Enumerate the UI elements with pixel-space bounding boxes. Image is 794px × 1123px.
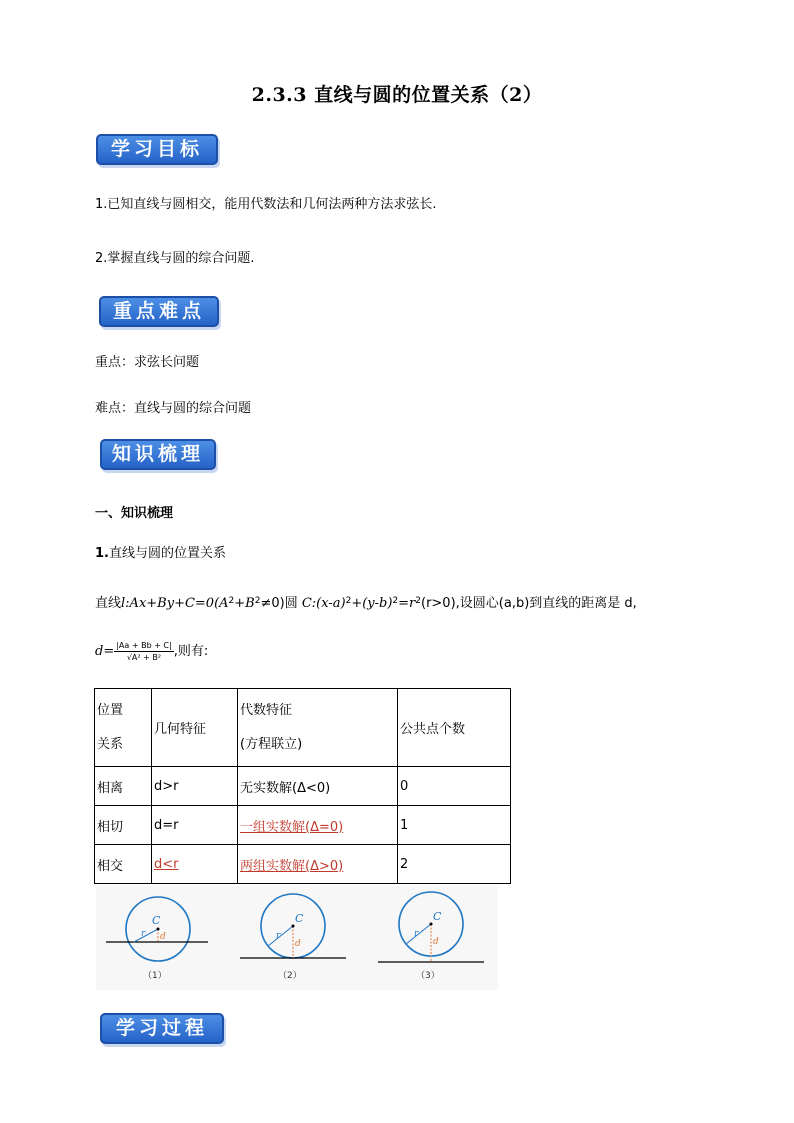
diagram-separate (378, 892, 484, 981)
cell-count: 2 (398, 845, 511, 884)
badge-learning-goals: 学习目标 (96, 134, 218, 165)
keypoint-key: 重点：求弦长问题 (95, 355, 200, 370)
superscript: 2 (345, 596, 352, 606)
circle-eq-a: C:(x-a) (301, 596, 346, 611)
sub-heading (95, 545, 226, 563)
relation-table (94, 688, 511, 884)
table-row (95, 806, 511, 845)
superscript: 2 (254, 596, 261, 606)
svg-text:r: r (141, 929, 146, 939)
line-prefix: 直线 (95, 596, 122, 611)
svg-text:C: C (152, 914, 161, 927)
cell-algebraic: 无实数解(Δ<0) (238, 767, 398, 806)
diagram-tangent (240, 894, 346, 981)
header-algebraic: 代数特征 (方程联立) (238, 689, 398, 767)
cell-geometric: d>r (152, 767, 238, 806)
superscript: 2 (392, 596, 399, 606)
line-equation: l:Ax+By+C=0(A (121, 596, 229, 611)
keypoint-difficult: 难点：直线与圆的综合问题 (95, 401, 252, 416)
svg-text:C: C (295, 912, 304, 925)
table-row (95, 767, 511, 806)
circle-eq-c: =r (398, 596, 416, 611)
distance-formula (95, 640, 208, 663)
svg-text:d: d (160, 932, 166, 942)
cell-relation: 相切 (95, 806, 152, 845)
svg-text:（1）: （1） (143, 971, 167, 981)
d-label: d= (95, 644, 115, 659)
circle-line-figure (96, 886, 498, 990)
badge-knowledge: 知识梳理 (100, 439, 216, 470)
svg-text:r: r (414, 929, 419, 939)
circle-prefix: 圆 (284, 596, 298, 611)
line-equation-end: ≠0) (260, 596, 285, 611)
page-title: 2.3.3 直线与圆的位置关系（2） (251, 84, 543, 106)
cell-geometric: d=r (152, 806, 238, 845)
badge-learning-process: 学习过程 (100, 1013, 224, 1044)
fraction-denominator: √A² + B² (126, 653, 162, 662)
fraction-numerator: |Aa + Bb + C| (116, 641, 172, 650)
svg-text:（2）: （2） (278, 971, 302, 981)
circle-line-diagram (96, 886, 498, 990)
table-header-row (95, 689, 511, 767)
header-common-points: 公共点个数 (398, 689, 511, 767)
cell-geometric: d<r (152, 845, 238, 884)
formula-line (95, 595, 637, 614)
cell-algebraic: 一组实数解(Δ=0) (238, 806, 398, 845)
distance-text: 设圆心(a,b)到直线的距离是 d, (459, 596, 637, 611)
circle-condition: (r>0), (421, 596, 460, 611)
cell-relation: 相离 (95, 767, 152, 806)
goal-item-2: 2.掌握直线与圆的综合问题. (95, 251, 255, 266)
cell-relation: 相交 (95, 845, 152, 884)
svg-text:C: C (433, 910, 442, 923)
svg-text:（3）: （3） (416, 971, 440, 981)
diagram-intersecting (106, 897, 208, 981)
header-geometric: 几何特征 (152, 689, 238, 767)
circle-eq-b: +(y-b) (351, 596, 393, 611)
distance-fraction (114, 640, 174, 663)
cell-count: 1 (398, 806, 511, 845)
svg-text:d: d (295, 939, 301, 949)
superscript: 2 (415, 596, 421, 606)
superscript: 2 (228, 596, 235, 606)
sub-heading-number: 1. (95, 546, 109, 561)
svg-text:r: r (276, 931, 281, 941)
line-equation-mid: +B (234, 596, 255, 611)
section-heading: 一、知识梳理 (95, 506, 174, 521)
cell-count: 0 (398, 767, 511, 806)
sub-heading-text: 直线与圆的位置关系 (108, 546, 226, 561)
svg-text:d: d (433, 937, 439, 947)
badge-keypoints: 重点难点 (99, 296, 219, 327)
then-text: ,则有: (173, 644, 209, 659)
goal-item-1: 1.已知直线与圆相交，能用代数法和几何法两种方法求弦长. (95, 197, 437, 212)
table-row (95, 845, 511, 884)
cell-algebraic: 两组实数解(Δ>0) (238, 845, 398, 884)
header-relation: 位置 关系 (95, 689, 152, 767)
